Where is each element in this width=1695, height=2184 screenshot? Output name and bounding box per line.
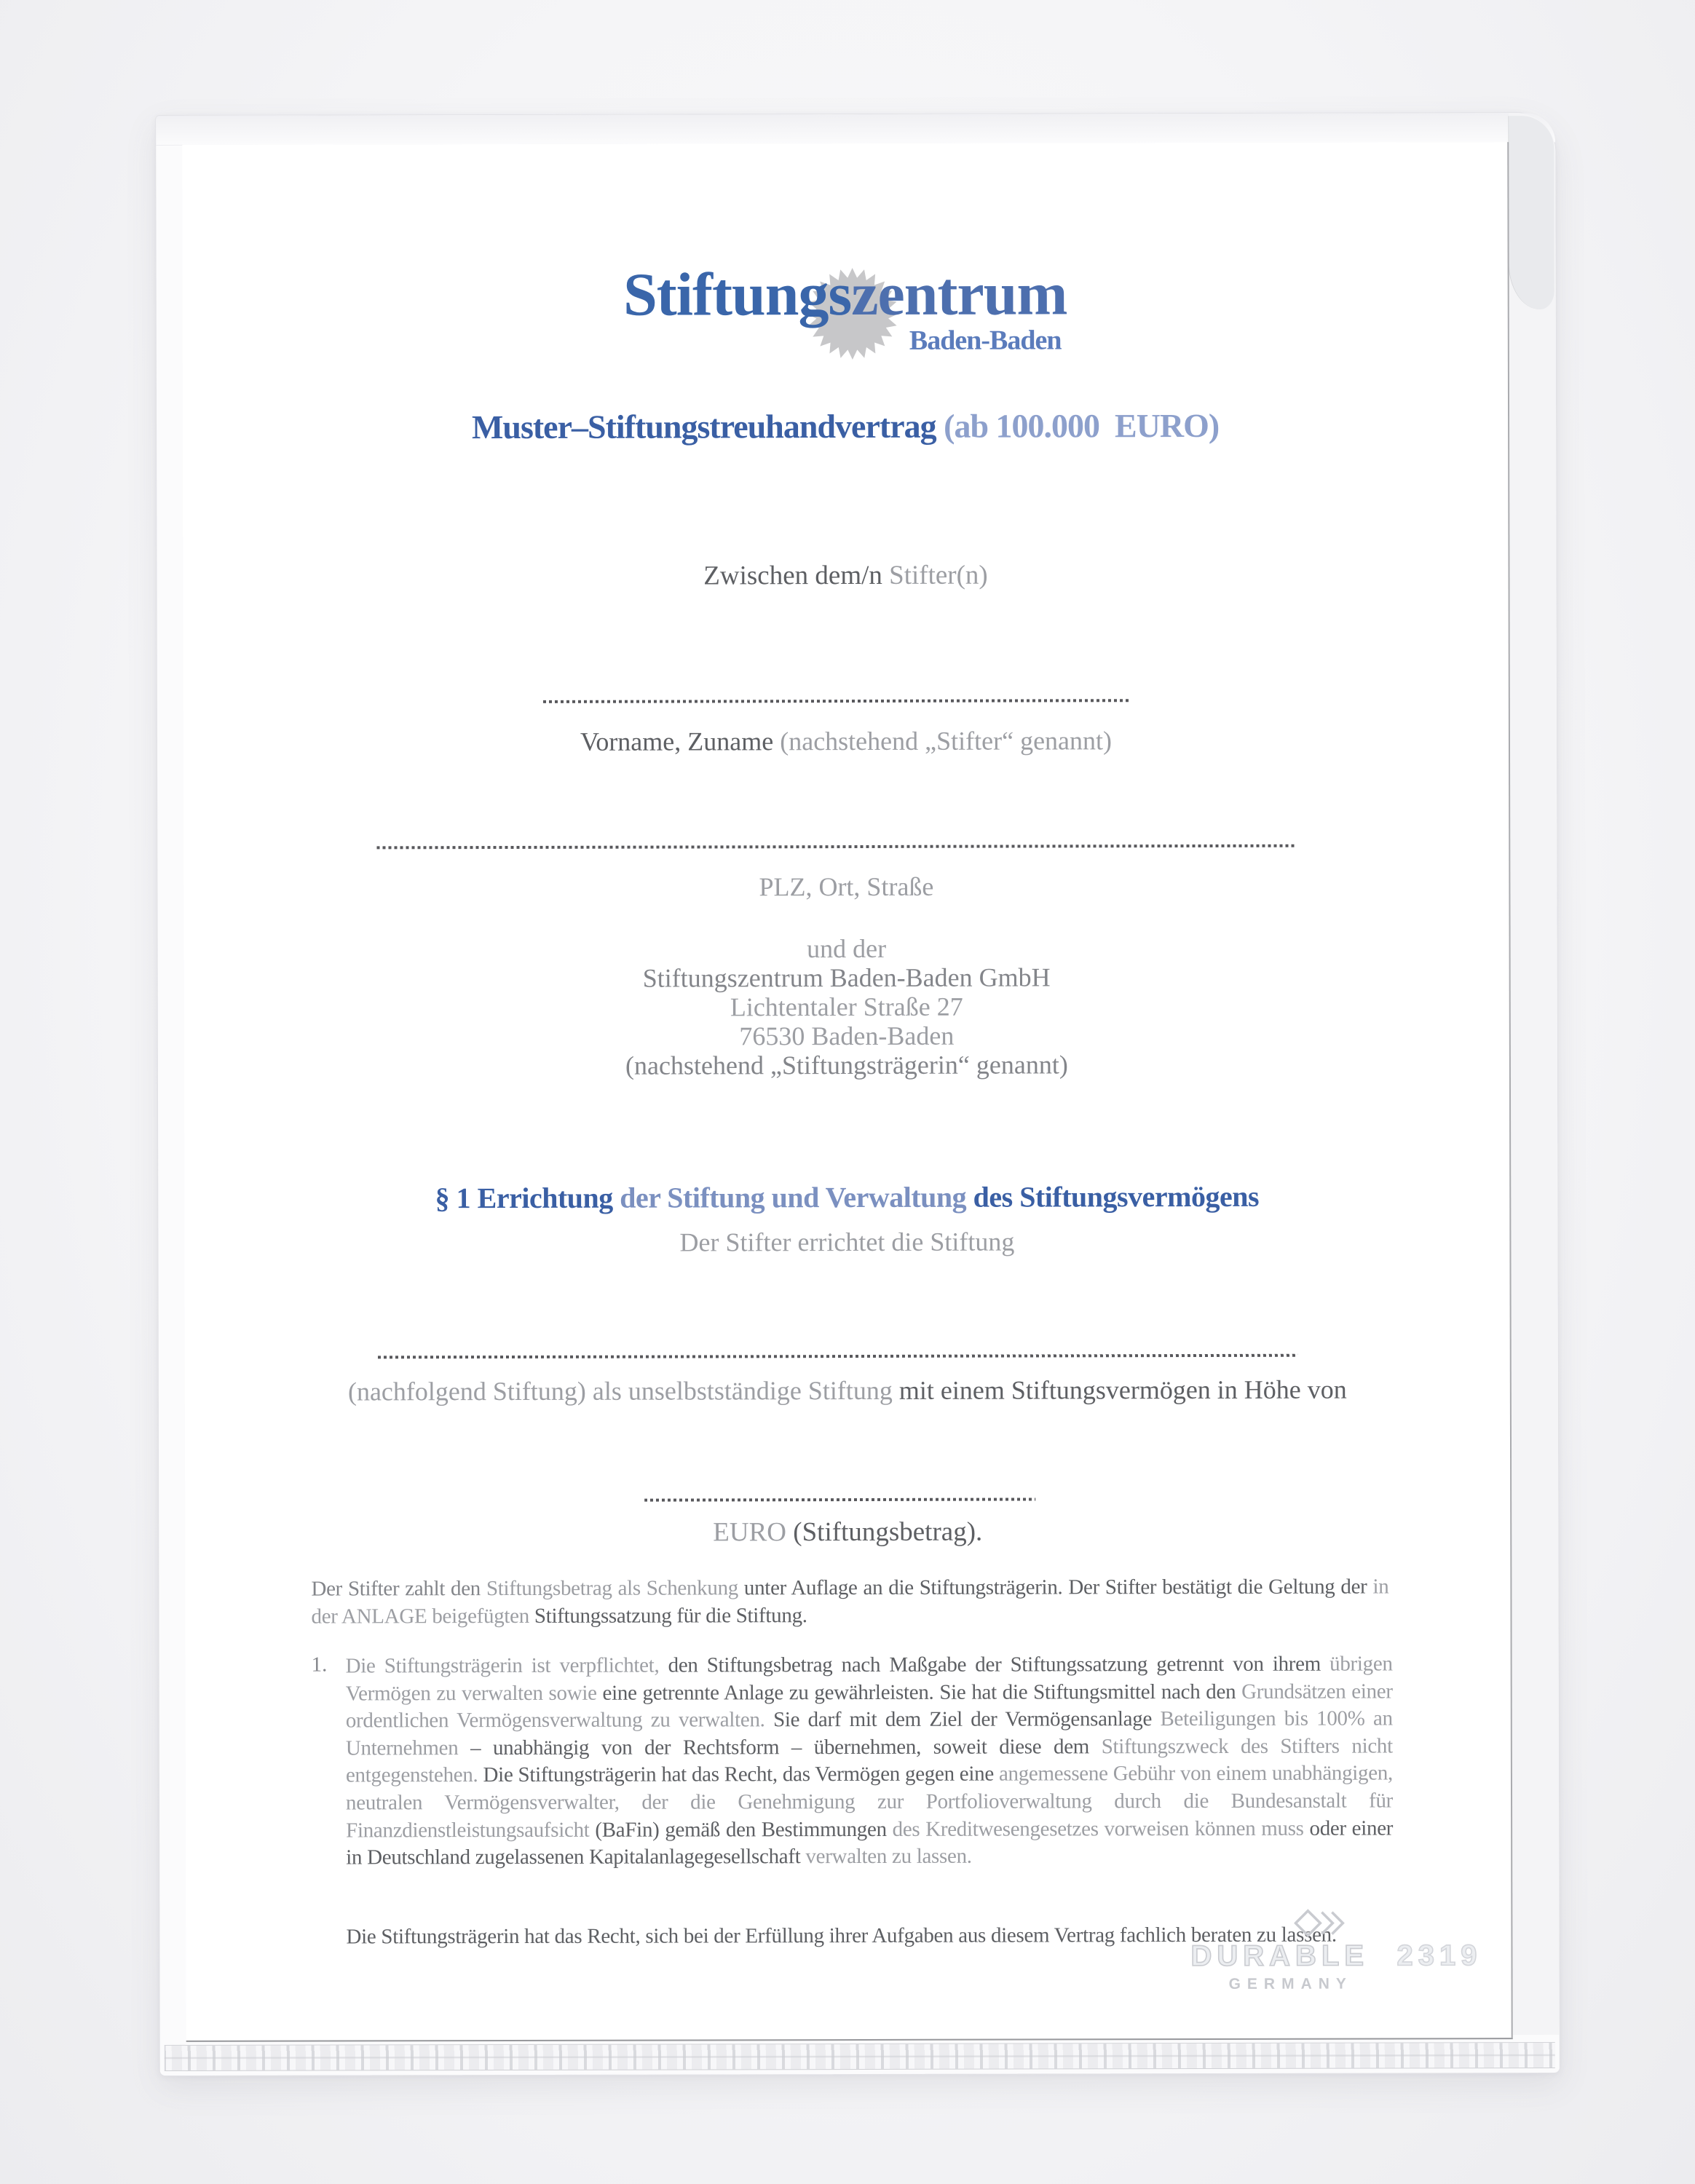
text-segment: übrigen Vermögen zu verwalten sowie	[345, 1652, 1393, 1706]
text-segment: Die Stiftungsträgerin hat das Recht, sich bei der Erfüllung ihrer Aufgaben aus diesem Vertrag fachlich beraten zu lassen.	[346, 1923, 1337, 1949]
text-segment: EURO	[713, 1517, 794, 1548]
text-segment: und der	[807, 933, 887, 964]
text-segment: (Stiftungsbetrag).	[793, 1516, 983, 1548]
fill-in-line-foundation	[378, 1354, 1298, 1359]
brand-subtitle: Baden-Baden	[909, 325, 1062, 356]
trustee-line	[184, 933, 1509, 965]
text-segment: Stiftungsbetrag als Schenkung	[486, 1576, 744, 1601]
sleeve-top-fold	[156, 113, 1555, 146]
text-segment: (ab 100.000 EURO)	[944, 406, 1220, 445]
text-segment: Lichtentaler Straße 27	[730, 992, 963, 1022]
text-segment: eine getrennte Anlage zu gewährleisten. Sie hat die Stiftungsmittel nach den	[602, 1679, 1242, 1705]
amount-field-label	[185, 1515, 1510, 1549]
text-segment: Die Stiftungsträgerin ist verpflichtet,	[345, 1653, 668, 1678]
durable-model-number: 2319	[1396, 1939, 1482, 1972]
contract-page	[182, 142, 1512, 2042]
text-segment: (BaFin) gemäß den Bestimmungen	[595, 1817, 893, 1842]
foundation-field-label	[185, 1374, 1510, 1407]
donation-paragraph	[311, 1573, 1388, 1630]
durable-brand-text: DURABLE	[1190, 1939, 1370, 1973]
durable-country-text: GERMANY	[1228, 1975, 1353, 1993]
text-segment: unter Auflage an die Stiftungsträgerin. Der Stifter bestätigt die Geltung der	[743, 1575, 1373, 1600]
text-segment: 76530 Baden-Baden	[739, 1021, 955, 1051]
text-segment: Beteiligungen bis 100% an Unternehmen	[345, 1706, 1393, 1760]
clause-1-paragraph	[346, 1650, 1394, 1872]
sleeve-weld-seam	[165, 2042, 1555, 2071]
text-segment: der Stiftung und Verwaltung	[620, 1180, 973, 1214]
trustee-line	[184, 1049, 1509, 1081]
thumb-notch	[1508, 116, 1554, 309]
text-segment: Der Stifter zahlt den	[311, 1577, 486, 1601]
section-1-heading	[184, 1179, 1509, 1216]
text-segment: in der ANLAGE beigefügten	[311, 1575, 1389, 1629]
sleeve-right-margin	[1509, 113, 1560, 2035]
text-segment: angemessene Gebühr von einem unabhängigen, neutralen Vermögensverwalter, der die Genehmigung zur Portfolioverwaltung durch die Bundesanstalt für Finanzdienstleistungsaufsicht	[346, 1761, 1394, 1843]
text-segment: (nachstehend „Stiftungsträgerin“ genannt)	[625, 1050, 1068, 1080]
text-segment: Zwischen dem/n	[703, 560, 890, 591]
fill-in-line-name	[543, 699, 1131, 703]
document-title	[183, 405, 1508, 447]
text-segment: den Stiftungsbetrag nach Maßgabe der Stiftungssatzung getrennt von ihrem	[668, 1652, 1330, 1677]
address-field-label	[183, 870, 1509, 903]
fill-in-line-address	[376, 844, 1297, 850]
text-segment: – unabhängig von der Rechtsform – übernehmen, soweit diese dem	[470, 1735, 1102, 1760]
text-segment: Sie darf mit dem Ziel der Vermögensanlage	[773, 1707, 1161, 1732]
durable-logo-icon	[1294, 1908, 1349, 1939]
durable-brand-row	[1190, 1939, 1525, 1973]
brand-logo	[183, 235, 1508, 398]
trustee-line	[184, 991, 1509, 1023]
trustee-line	[184, 962, 1509, 994]
trustee-line	[184, 1020, 1509, 1052]
text-segment: Muster–Stiftungstreuhandvertrag	[471, 407, 944, 446]
text-segment: Grundsätzen einer ordentlichen Vermögensverwaltung zu verwalten.	[345, 1679, 1393, 1733]
trustee-address-block	[184, 933, 1509, 1081]
text-segment: Stiftungszentrum Baden-Baden GmbH	[642, 962, 1051, 993]
text-segment: Der Stifter errichtet die Stiftung	[679, 1227, 1015, 1257]
durable-watermark	[1190, 1907, 1525, 1993]
text-segment: oder einer in Deutschland zugelassenen Kapitalanlagegesellschaft	[346, 1816, 1394, 1870]
brand-name-part1: Stiftungs	[623, 261, 852, 329]
text-segment: verwalten zu lassen.	[805, 1844, 972, 1869]
clause-1-number: 1.	[311, 1653, 328, 1677]
text-segment: (nachfolgend Stiftung) als unselbstständige Stiftung	[347, 1375, 899, 1406]
intro-line	[183, 558, 1508, 593]
text-segment: Stiftungszweck des Stifters nicht entgegenstehen.	[345, 1734, 1393, 1787]
text-segment: Stiftungssatzung für die Stiftung.	[534, 1603, 807, 1628]
section-1-subline	[184, 1225, 1509, 1259]
text-segment: Stifter(n)	[889, 560, 988, 590]
text-segment: mit einem Stiftungsvermögen in Höhe von	[898, 1374, 1347, 1405]
text-segment: des Kreditwesengesetzes vorweisen können muss	[892, 1816, 1310, 1841]
text-segment: Vorname, Zuname	[580, 727, 781, 756]
text-segment: PLZ, Ort, Straße	[759, 871, 934, 902]
brand-name	[623, 260, 1067, 356]
name-field-label	[183, 724, 1509, 758]
text-segment: Die Stiftungsträgerin hat das Recht, das Vermögen gegen eine	[483, 1762, 999, 1787]
text-segment: des Stiftungsvermögens	[973, 1179, 1260, 1214]
text-segment: (nachstehend „Stifter“ genannt)	[780, 726, 1113, 756]
text-segment: § 1 Errichtung	[435, 1181, 620, 1215]
fill-in-line-amount	[644, 1497, 1035, 1501]
brand-name-part2: zentrum	[851, 260, 1067, 329]
plastic-sleeve	[155, 112, 1560, 2076]
